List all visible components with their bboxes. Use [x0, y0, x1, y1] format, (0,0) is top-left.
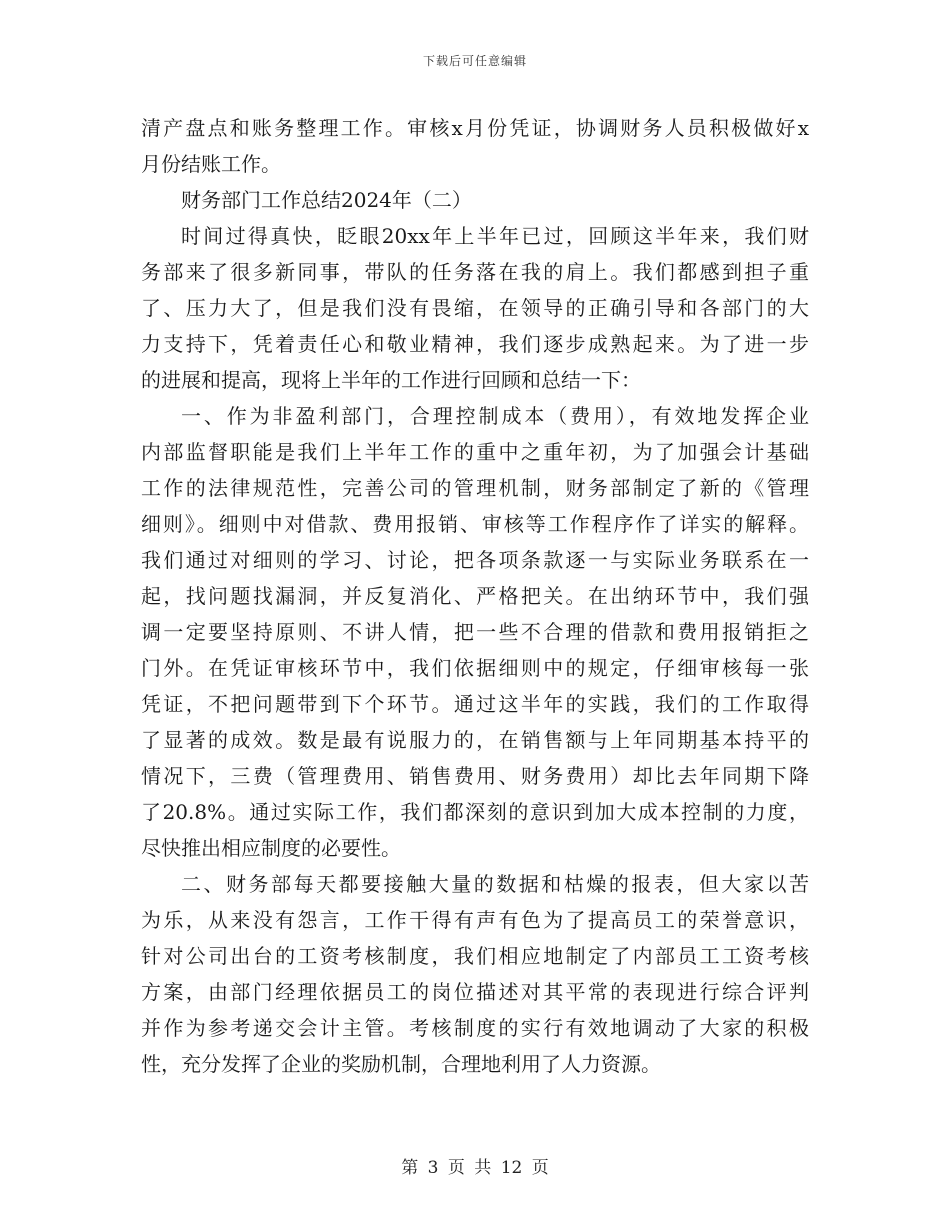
body-line: 并作为参考递交会计主管。考核制度的实行有效地调动了大家的积极	[141, 1016, 809, 1040]
body-line: 时间过得真快，眨眼20xx年上半年已过，回顾这半年来，我们财	[181, 224, 809, 248]
page-header: 下载后可任意编辑	[422, 54, 527, 68]
body-line: 调一定要坚持原则、不讲人情，把一些不合理的借款和费用报销拒之	[141, 620, 809, 644]
body-line: 为乐，从来没有怨言，工作干得有声有色为了提高员工的荣誉意识，	[141, 908, 809, 932]
body-line: 门外。在凭证审核环节中，我们依据细则中的规定，仔细审核每一张	[141, 656, 809, 680]
body-line: 细则》。细则中对借款、费用报销、审核等工作程序作了详实的解释。	[141, 512, 809, 536]
body-line: 工作的法律规范性，完善公司的管理机制，财务部制定了新的《管理	[141, 476, 809, 500]
body-line: 凭证，不把问题带到下个环节。通过这半年的实践，我们的工作取得	[141, 692, 809, 716]
body-line: 二、财务部每天都要接触大量的数据和枯燥的报表，但大家以苦	[181, 872, 809, 896]
body-line: 起，找问题找漏洞，并反复消化、严格把关。在出纳环节中，我们强	[141, 584, 809, 608]
body-line: 我们通过对细则的学习、讨论，把各项条款逐一与实际业务联系在一	[141, 548, 809, 572]
body-line: 尽快推出相应制度的必要性。	[141, 836, 401, 860]
section-title: 财务部门工作总结2024年（二）	[181, 188, 472, 212]
body-line: 一、作为非盈利部门，合理控制成本（费用），有效地发挥企业	[181, 404, 809, 428]
body-line: 力支持下，凭着责任心和敬业精神，我们逐步成熟起来。为了进一步	[141, 332, 809, 356]
body-line: 了、压力大了，但是我们没有畏缩，在领导的正确引导和各部门的大	[141, 296, 809, 320]
body-line: 的进展和提高，现将上半年的工作进行回顾和总结一下：	[141, 368, 641, 392]
body-line: 务部来了很多新同事，带队的任务落在我的肩上。我们都感到担子重	[141, 260, 809, 284]
body-line: 月份结账工作。	[141, 152, 281, 176]
body-line: 情况下，三费（管理费用、销售费用、财务费用）却比去年同期下降	[141, 764, 809, 788]
body-line: 清产盘点和账务整理工作。审核x月份凭证，协调财务人员积极做好x	[141, 116, 809, 140]
body-line: 性，充分发挥了企业的奖励机制，合理地利用了人力资源。	[141, 1052, 661, 1076]
body-line: 方案，由部门经理依据员工的岗位描述对其平常的表现进行综合评判	[141, 980, 809, 1004]
body-line: 了20.8%。通过实际工作，我们都深刻的意识到加大成本控制的力度，	[141, 800, 809, 824]
body-line: 内部监督职能是我们上半年工作的重中之重年初，为了加强会计基础	[141, 440, 809, 464]
page-number: 第 3 页 共 12 页	[401, 1158, 549, 1178]
body-line: 了显著的成效。数是最有说服力的，在销售额与上年同期基本持平的	[141, 728, 809, 752]
body-line: 针对公司出台的工资考核制度，我们相应地制定了内部员工工资考核	[141, 944, 809, 968]
document-body	[141, 110, 809, 1082]
